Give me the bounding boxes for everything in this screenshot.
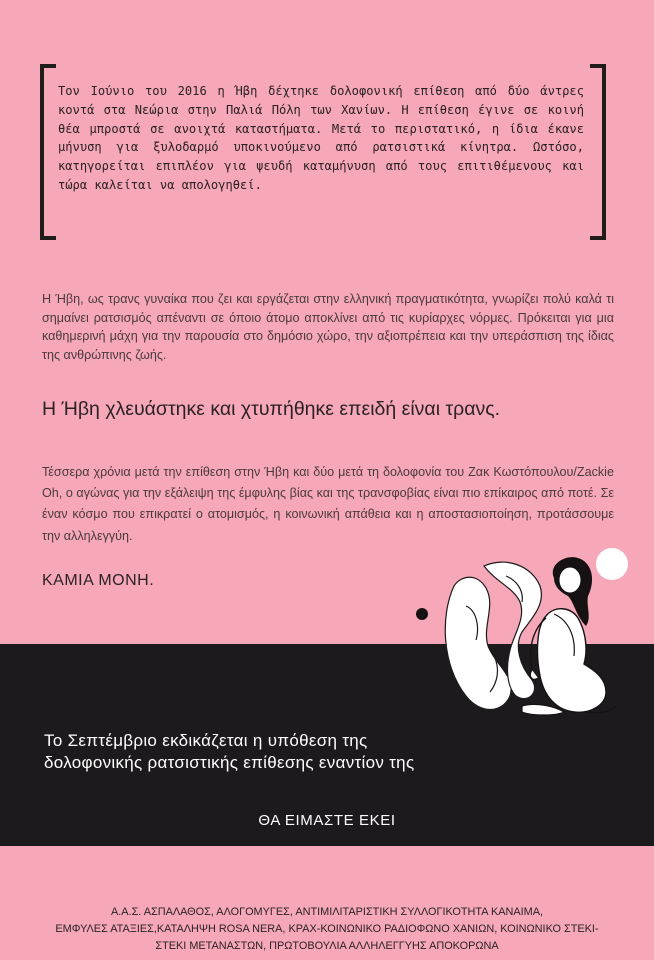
- quote-box: [40, 64, 606, 240]
- trial-line-2: δολοφονικής ρατσιστικής επίθεσης εναντίον της: [44, 753, 415, 772]
- intro-paragraph: Η Ήβη, ως τρανς γυναίκα που ζει και εργάζεται στην ελληνική πραγματικότητα, γνωρίζει πολύ καλά τι σημαίνει ρατσισμός απέναντι σε όποιο άτομο αποκλίνει από τις κυρίαρχες νόρμες. Πρόκειται για μια καθημερινή μάχη για την παρουσία στο δημόσιο χώρο, την αξιοπρέπεια και την υπεράσπιση της ίδιας της ανθρώπινης ζωής.: [42, 292, 614, 362]
- signatories-line-3: ΣΤΕΚΙ ΜΕΤΑΝΑΣΤΩΝ, ΠΡΩΤΟΒΟΥΛΙΑ ΑΛΛΗΛΕΓΓΥΗΣ ΑΠΟΚΟΡΩΝΑ: [155, 940, 499, 952]
- black-dot-decoration: [416, 608, 428, 620]
- trial-announcement: [44, 730, 604, 774]
- bracket-right: [590, 64, 606, 240]
- closing-call: ΘΑ ΕΙΜΑΣΤΕ ΕΚΕΙ: [258, 812, 396, 829]
- headline: Η Ήβη χλευάστηκε και χτυπήθηκε επειδή είναι τρανς.: [42, 398, 501, 420]
- signatories: [14, 904, 640, 955]
- signatories-line-2: ΕΜΦΥΛΕΣ ΑΤΑΞΙΕΣ,ΚΑΤΑΛΗΨΗ ROSA NERA, ΚΡΑΧ-ΚΟΙΝΩΝΙΚΟ ΡΑΔΙΟΦΩΝΟ ΧΑΝΙΩΝ, ΚΟΙΝΩΝΙΚΟ ΣΤΕΚΙ-: [55, 923, 599, 935]
- solidarity-paragraph: Τέσσερα χρόνια μετά την επίθεση στην Ήβη και δύο μετά τη δολοφονία του Ζακ Κωστόπουλου/Zackie Oh, ο αγώνας για την εξάλειψη της έμφυλης βίας και της τρανσφοβίας είναι πιο επίκαιρος από ποτέ. Σε έναν κόσμο που επικρατεί ο ατομισμός, η κοινωνική απάθεια και η αποστασιοποίηση, προτάσσουμε την αλληλεγγύη.: [42, 465, 614, 543]
- seated-woman-illustration: [436, 546, 626, 736]
- trial-line-1: Το Σεπτέμβριο εκδικάζεται η υπόθεση της: [44, 731, 368, 750]
- bracket-left: [40, 64, 56, 240]
- quote-text: Τον Ιούνιο του 2016 η Ήβη δέχτηκε δολοφονική επίθεση από δύο άντρες κοντά στα Νεώρια στην Παλιά Πόλη των Χανίων. Η επίθεση έγινε σε κοινή θέα μπροστά σε ανοιχτά καταστήματα. Μετά το περιστατικό, η ίδια έκανε μήνυση για ξυλοδαρμό υποκινούμενο από ρατσιστικά κίνητρα. Ωστόσο, κατηγορείται επιπλέον για ψευδή καταμήνυση από τους επιτιθέμενους και τώρα καλείται να απολογηθεί.: [58, 84, 584, 192]
- background-figures: [445, 562, 541, 709]
- slogan: ΚΑΜΙΑ ΜΟΝΗ.: [42, 572, 155, 589]
- signatories-line-1: Α.Α.Σ. ΑΣΠΑΛΑΘΟΣ, ΑΛΟΓΟΜΥΓΕΣ, ΑΝΤΙΜΙΛΙΤΑΡΙΣΤΙΚΗ ΣΥΛΛΟΓΙΚΟΤΗΤΑ ΚΑΝΑΙΜΑ,: [110, 906, 543, 918]
